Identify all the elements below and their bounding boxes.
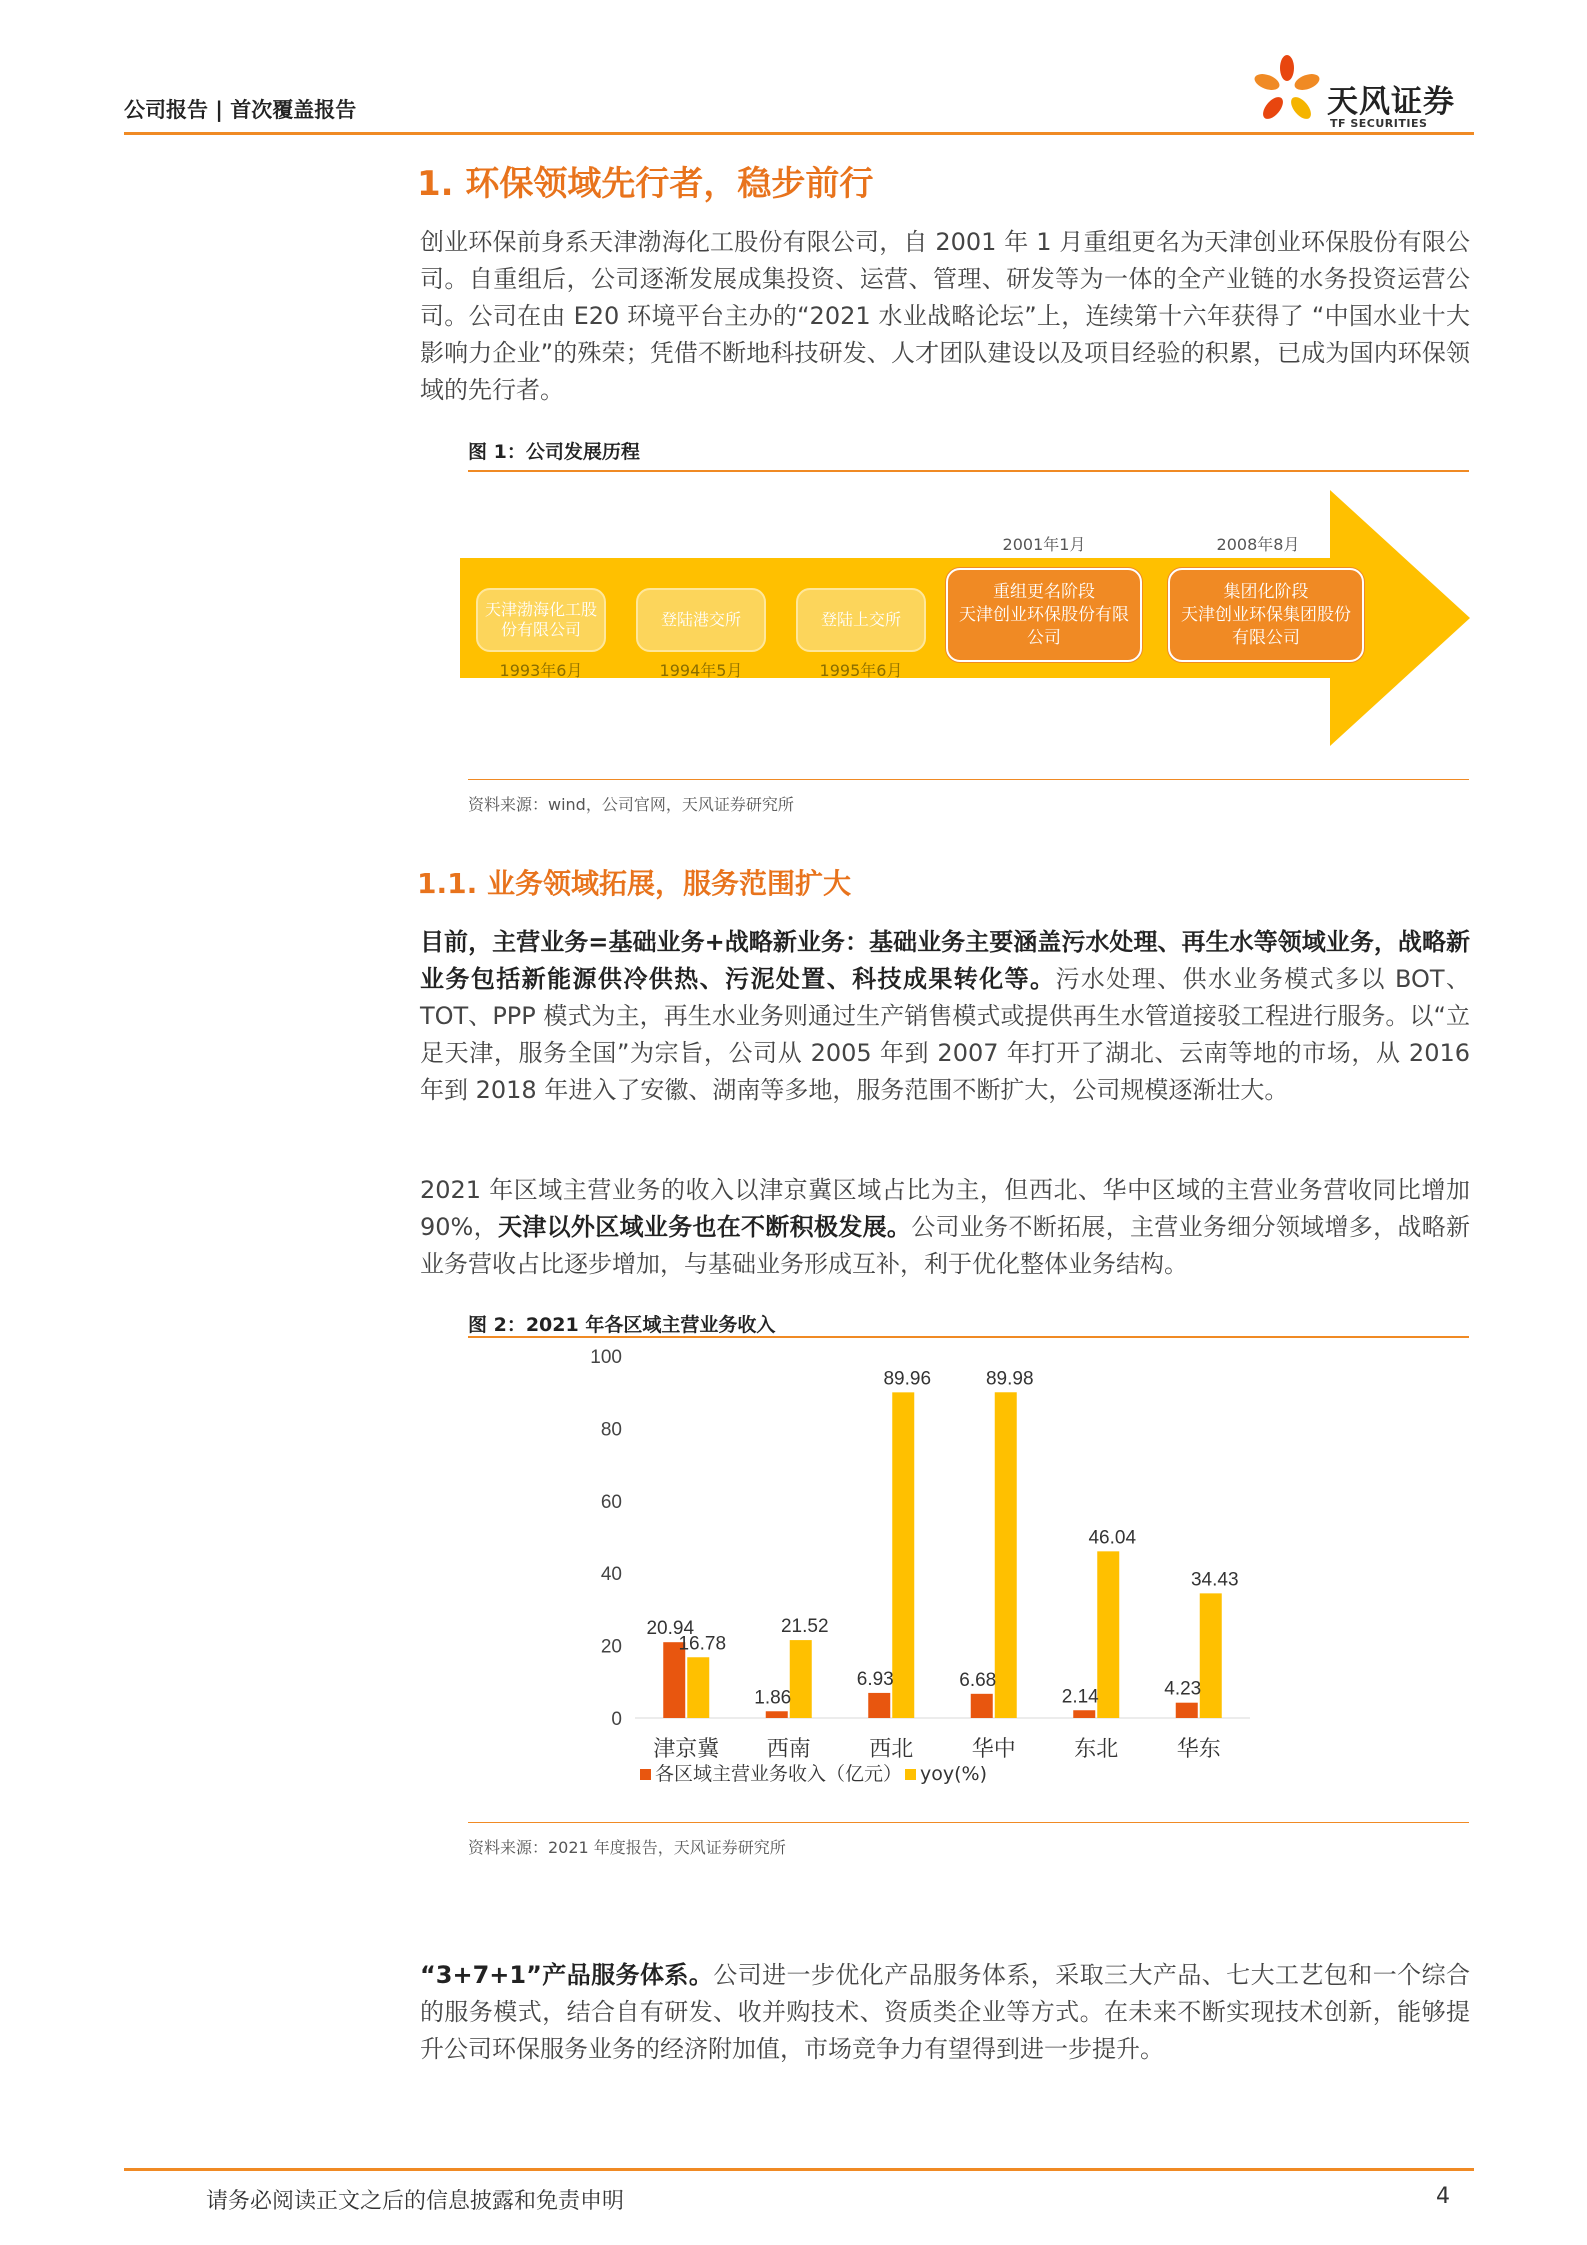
x-category-label: 津京冀 [653,1737,720,1762]
legend-swatch [905,1769,916,1780]
data-label-revenue: 6.68 [959,1669,997,1691]
timeline-stage-date: 1994年5月 [659,661,743,680]
timeline-stage-date: 1993年6月 [499,661,583,680]
bar-revenue [1073,1710,1095,1718]
y-tick-label: 100 [590,1347,622,1368]
y-tick-label: 40 [600,1564,622,1586]
service-system-text: 公司进一步优化产品服务体系，采取三大产品、七大工艺包和一个综合的服务模式，结合自有研发、收并购技术、资质类企业等方式。在未来不断实现技术创新，能够提升公司环保服务业务的经济附加值，市场竞争力有望得到进一步提升。 [420,1961,1470,2063]
bar-yoy [1200,1593,1222,1718]
timeline-stage-date: 1995年6月 [819,661,903,680]
data-label-yoy: 34.43 [1190,1569,1239,1591]
bar-yoy [687,1657,709,1718]
figure1-title: 图 1：公司发展历程 [468,441,640,463]
logo-petal-icon [1292,71,1321,93]
figure2-bottom-rule [468,1822,1469,1823]
timeline-stage-date: 2001年1月 [1002,535,1086,554]
logo-text-cn: 天风证券 [1327,84,1455,120]
bar-yoy [892,1392,914,1718]
timeline-stage-label: 集团化阶段 天津创业环保集团股份有限公司 [1181,581,1351,648]
x-category-label: 华中 [971,1737,1016,1762]
logo-petal-icon [1280,55,1294,81]
bar-revenue [1176,1703,1198,1718]
business-paragraph-bold: 目前，主营业务=基础业务+战略新业务：基础业务主要涵盖污水处理、再生水等领域业务，战略新业务包括新能源供冷供热、污泥处置、科技成果转化等。 [420,928,1470,993]
x-category-label: 西南 [766,1737,811,1762]
section-heading: 1. 环保领域先行者，稳步前行 [417,164,874,204]
timeline-stage-box [636,588,766,652]
x-category-label: 东北 [1074,1737,1119,1762]
logo-text-en: TF SECURITIES [1330,117,1428,130]
page-number: 4 [1436,2184,1450,2209]
legend-label: yoy(%) [920,1763,987,1785]
timeline-stage-date: 2008年8月 [1216,535,1300,554]
footer-disclaimer: 请务必阅读正文之后的信息披露和免责申明 [206,2189,625,2214]
timeline-stage-label: 登陆港交所 [660,610,741,629]
figure1-source: 资料来源：wind，公司官网，天风证券研究所 [468,795,794,814]
bar-yoy [995,1392,1017,1718]
logo-petal-icon [1287,94,1314,123]
data-label-revenue: 6.93 [856,1668,894,1690]
data-label-yoy: 46.04 [1088,1527,1137,1549]
data-label-revenue: 1.86 [754,1687,792,1709]
figure1-top-rule [468,470,1469,472]
footer-divider [124,2168,1474,2171]
bar-yoy [1097,1551,1119,1718]
y-tick-label: 80 [600,1419,622,1441]
y-tick-label: 60 [600,1491,622,1513]
service-system-paragraph [420,1957,1470,2068]
bar-revenue [766,1711,788,1718]
logo-petal-icon [1252,71,1281,93]
region-revenue-chart [560,1338,1260,1818]
bar-yoy [790,1640,812,1718]
timeline-stage-box-highlight [1168,568,1364,662]
x-category-label: 西北 [869,1737,914,1762]
region-paragraph-text: 2021 年区域主营业务的收入以津京冀区域占比为主，但西北、华中区域的主营业务营收同比增加 90%， [420,1176,1470,1241]
data-label-yoy: 89.96 [883,1368,932,1390]
business-paragraph [420,924,1470,1109]
region-paragraph-text-end: 公司业务不断拓展，主营业务细分领域增多，战略新业务营收占比逐步增加，与基础业务形成互补，利于优化整体业务结构。 [420,1213,1471,1278]
timeline-stage-label: 重组更名阶段 天津创业环保股份有限公司 [959,581,1129,648]
report-type-tag: 公司报告 | 首次覆盖报告 [124,98,357,122]
figure1-bottom-rule [468,779,1469,780]
legend-swatch [640,1769,651,1780]
region-paragraph-bold: 天津以外区域业务也在不断积极发展。 [497,1213,912,1241]
timeline-stage-box [476,588,606,652]
business-paragraph-text: 污水处理、供水业务模式多以 BOT、TOT、PPP 模式为主，再生水业务则通过生产销售模式或提供再生水管道接驳工程进行服务。以“立足天津，服务全国”为宗旨，公司从 2005 年到 2007 年打开了湖北、云南等地的市场，从 2016 年到 2018 年进入了安徽、湖南等多地，服务范围不断扩大，公司规模逐渐壮大。 [420,965,1470,1104]
y-tick-label: 0 [611,1709,622,1730]
subsection-heading: 1.1. 业务领域拓展，服务范围扩大 [417,867,851,900]
logo-petal-icon [1259,94,1286,123]
figure2-title: 图 2：2021 年各区域主营业务收入 [468,1314,776,1336]
data-label-revenue: 20.94 [646,1618,695,1640]
data-label-revenue: 2.14 [1061,1686,1099,1708]
bar-revenue [868,1693,890,1718]
x-category-label: 华东 [1176,1737,1221,1762]
timeline-stage-label: 登陆上交所 [820,610,901,629]
region-paragraph [420,1172,1470,1283]
development-timeline [460,490,1470,746]
timeline-stage-label: 天津渤海化工股份有限公司 [484,600,597,639]
data-label-revenue: 4.23 [1164,1678,1202,1700]
timeline-stage-box [796,588,926,652]
data-label-yoy: 21.52 [780,1616,829,1638]
intro-paragraph: 创业环保前身系天津渤海化工股份有限公司，自 2001 年 1 月重组更名为天津创业环保股份有限公司。自重组后，公司逐渐发展成集投资、运营、管理、研发等为一体的全产业链的水务投资运营公司。公司在由 E20 环境平台主办的“2021 水业战略论坛”上，连续第十六年获得了 “中国水业十大影响力企业”的殊荣；凭借不断地科技研发、人才团队建设以及项目经验的积累，已成为国内环保领域的先行者。 [420,228,1470,404]
legend-label: 各区域主营业务收入（亿元） [655,1763,903,1785]
y-tick-label: 20 [600,1636,622,1658]
bar-revenue [971,1694,993,1718]
data-label-yoy: 16.78 [678,1633,727,1655]
timeline-stage-box-highlight [946,568,1142,662]
data-label-yoy: 89.98 [985,1368,1034,1390]
figure2-source: 资料来源：2021 年度报告，天风证券研究所 [468,1838,786,1857]
service-system-bold: “3+7+1”产品服务体系。 [420,1961,714,1989]
